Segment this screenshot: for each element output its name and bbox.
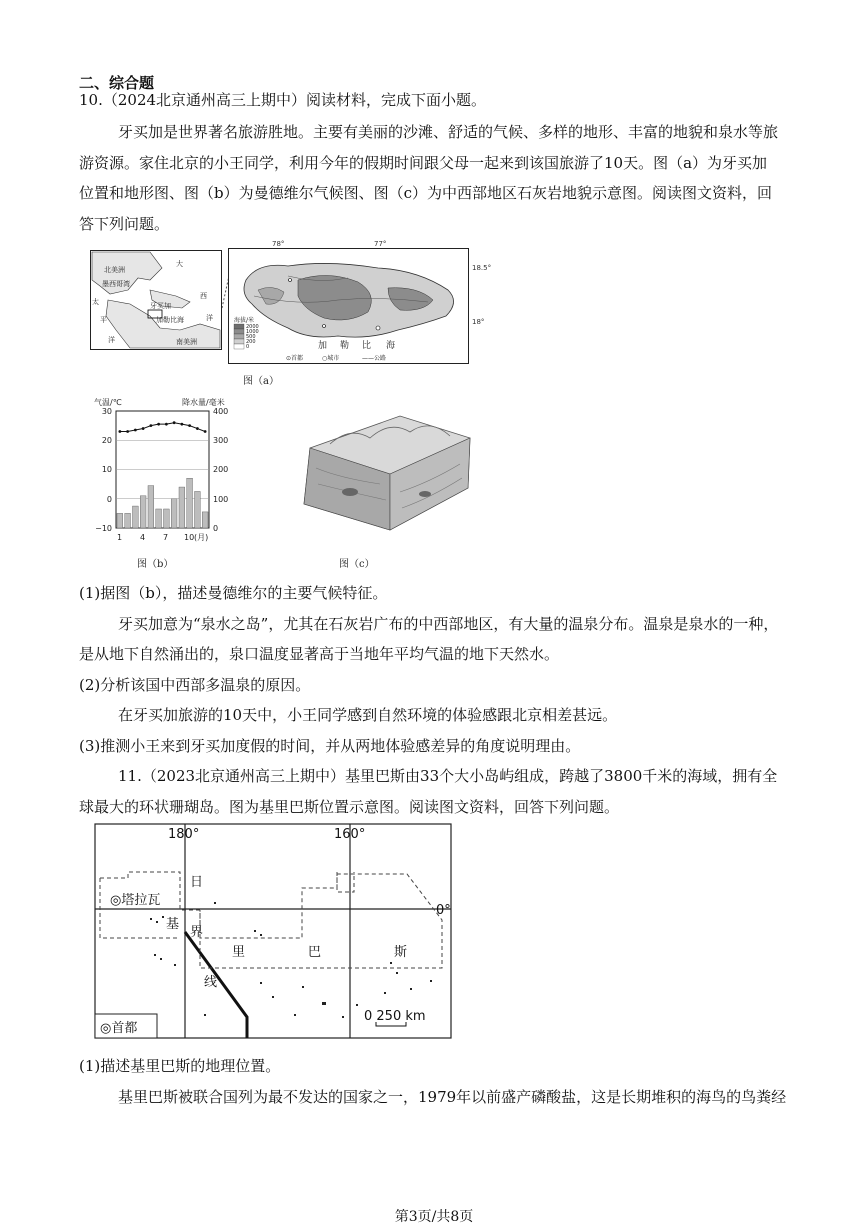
dateline-char-3: 线: [204, 975, 218, 990]
q10-sub3: (3)推测小王来到牙买加度假的时间，并从两地体验感差异的角度说明理由。: [79, 737, 581, 755]
sea-char-3: 比: [362, 341, 372, 351]
inset-label-pac-1: 太: [92, 298, 99, 306]
q11-sub1: (1)描述基里巴斯的地理位置。: [79, 1057, 281, 1075]
precip-bar: [195, 491, 201, 528]
sea-char-2: 勒: [340, 341, 350, 351]
temp-point: [126, 430, 129, 433]
country-char-2: 里: [232, 945, 246, 960]
temp-point: [188, 424, 191, 427]
section-title: 二、综合题: [79, 74, 155, 92]
inset-label-jamaica: 牙买加: [150, 302, 171, 310]
precip-bar: [148, 486, 154, 528]
temp-point: [180, 423, 183, 426]
capital-tarawa-label: ◎塔拉瓦: [110, 893, 161, 908]
fig-a-main-map: [228, 240, 506, 365]
left-tick-30: 30: [101, 407, 112, 416]
inset-label-south-america: 南美洲: [176, 338, 197, 346]
country-char-4: 斯: [394, 945, 408, 960]
inset-label-pac-3: 洋: [108, 336, 115, 344]
precip-bar: [140, 496, 146, 528]
right-tick-100: 100: [213, 495, 229, 504]
q11-intro-line-1: 11.（2023北京通州高三上期中）基里巴斯由33个大小岛屿组成，跨越了3800千米的海域，拥有全: [118, 767, 778, 785]
precip-bar: [164, 509, 170, 528]
inset-label-atl-2: 西: [200, 292, 207, 300]
fig-a-caption: 图（a）: [243, 376, 279, 387]
x-tick-1: 1: [117, 533, 123, 542]
temp-point: [149, 424, 152, 427]
precip-bar: [125, 513, 131, 528]
precip-bar: [187, 478, 193, 528]
q10-sub2: (2)分析该国中西部多温泉的原因。: [79, 676, 311, 694]
temp-point: [204, 430, 207, 433]
dateline-char-2: 界: [190, 925, 204, 940]
left-tick-10: 10: [101, 465, 112, 474]
temp-point: [157, 423, 160, 426]
x-tick-7: 7: [163, 533, 169, 542]
legend-value-1: 1000: [246, 329, 259, 335]
lon-160-label: 160°: [334, 827, 366, 842]
right-tick-0: 0: [213, 524, 219, 533]
x-tick-4: 4: [140, 533, 146, 542]
q10-para2-line-1: 牙买加意为“泉水之岛”，尤其在石灰岩广布的中西部地区，有大量的温泉分布。温泉是泉水的一种，: [118, 615, 779, 633]
lon-180-label: 180°: [168, 827, 200, 842]
legend-capital: ⊙首都: [286, 355, 304, 362]
fig-b-climate-chart: [90, 395, 240, 545]
q10-intro-line-4: 答下列问题。: [79, 215, 170, 233]
right-tick-300: 300: [213, 436, 229, 445]
inset-label-north-america: 北美洲: [104, 266, 125, 274]
temperature-line: [120, 423, 205, 432]
precip-bar: [171, 499, 177, 528]
right-tick-200: 200: [213, 465, 229, 474]
q10-header: 10.（2024北京通州高三上期中）阅读材料，完成下面小题。: [79, 91, 487, 109]
temp-point: [165, 423, 168, 426]
scale-label: 0 250 km: [364, 1009, 426, 1024]
fig-a-inset-map: [90, 250, 222, 350]
q10-intro-line-2: 游资源。家住北京的小王同学，利用今年的假期时间跟父母一起来到该国旅游了10天。图（a）为牙买加: [79, 154, 768, 172]
q10-intro-line-1: 牙买加是世界著名旅游胜地。主要有美丽的沙滩、舒适的气候、多样的地形、丰富的地貌和泉水等旅: [118, 123, 779, 141]
right-axis-label: 降水量/毫米: [182, 398, 225, 407]
left-tick-neg10: −10: [95, 524, 112, 533]
sea-char-4: 海: [386, 341, 396, 351]
inset-label-pac-2: 平: [100, 316, 107, 324]
legend-value-3: 200: [246, 339, 256, 345]
inset-label-gulf: 墨西哥湾: [102, 280, 130, 288]
precip-bar: [202, 512, 208, 528]
left-tick-0: 0: [106, 495, 112, 504]
q10-sub1: (1)据图（b），描述曼德维尔的主要气候特征。: [79, 584, 388, 602]
temp-point: [118, 430, 121, 433]
inset-label-atl-1: 大: [176, 260, 183, 268]
q10-intro-line-3: 位置和地形图、图（b）为曼德维尔气候图、图（c）为中西部地区石灰岩地貌示意图。阅读图文资料，回: [79, 184, 773, 202]
country-char-1: 基: [166, 917, 180, 932]
lat-label-18: 18°: [472, 318, 485, 326]
fig-c-karst-diagram: [290, 408, 480, 538]
q11-kiribati-map: [94, 822, 454, 1042]
left-axis-label: 气温/℃: [94, 398, 122, 407]
legend-value-0: 2000: [246, 324, 259, 330]
precip-bar: [117, 513, 123, 528]
legend-value-2: 500: [246, 334, 256, 340]
dateline-char-1: 日: [190, 875, 204, 890]
legend-city: ○城市: [322, 355, 340, 362]
inset-label-atl-3: 洋: [206, 314, 213, 322]
lon-label-78: 78°: [272, 240, 285, 248]
inset-label-caribbean: 加勒比海: [156, 316, 184, 324]
temp-point: [142, 427, 145, 430]
temp-point: [173, 421, 176, 424]
country-char-3: 巴: [308, 945, 322, 960]
q10-para3: 在牙买加旅游的10天中，小王同学感到自然环境的体验感跟北京相差甚远。: [118, 706, 618, 724]
right-tick-400: 400: [213, 407, 229, 416]
fig-c-caption: 图（c）: [339, 559, 375, 570]
fig-b-caption: 图（b）: [137, 559, 174, 570]
lon-label-77: 77°: [374, 240, 387, 248]
precip-bar: [133, 506, 139, 528]
temp-point: [134, 429, 137, 432]
q11-para-last: 基里巴斯被联合国列为最不发达的国家之一，1979年以前盛产磷酸盐，这是长期堆积的海鸟的鸟粪经: [118, 1088, 787, 1106]
lat-label-18-5: 18.5°: [472, 264, 492, 272]
legend-road: ——公路: [362, 355, 387, 362]
x-unit: (月): [194, 533, 209, 542]
sea-char-1: 加: [318, 341, 328, 351]
q11-intro-line-2: 球最大的环状珊瑚岛。图为基里巴斯位置示意图。阅读图文资料，回答下列问题。: [79, 798, 620, 816]
temp-point: [196, 427, 199, 430]
legend-title: 海拔/米: [234, 317, 255, 324]
precip-bar: [156, 509, 162, 528]
x-tick-10: 10: [184, 533, 195, 542]
precip-bar: [179, 487, 185, 528]
left-tick-20: 20: [101, 436, 112, 445]
q10-para2-line-2: 是从地下自然涌出的，泉口温度显著高于当地年平均气温的地下天然水。: [79, 645, 560, 663]
map-legend-capital: ◎首都: [100, 1021, 138, 1036]
page-footer: 第3页/共8页: [394, 1209, 474, 1225]
lat-0-label: 0°: [436, 903, 451, 918]
legend-value-4: 0: [246, 344, 250, 350]
